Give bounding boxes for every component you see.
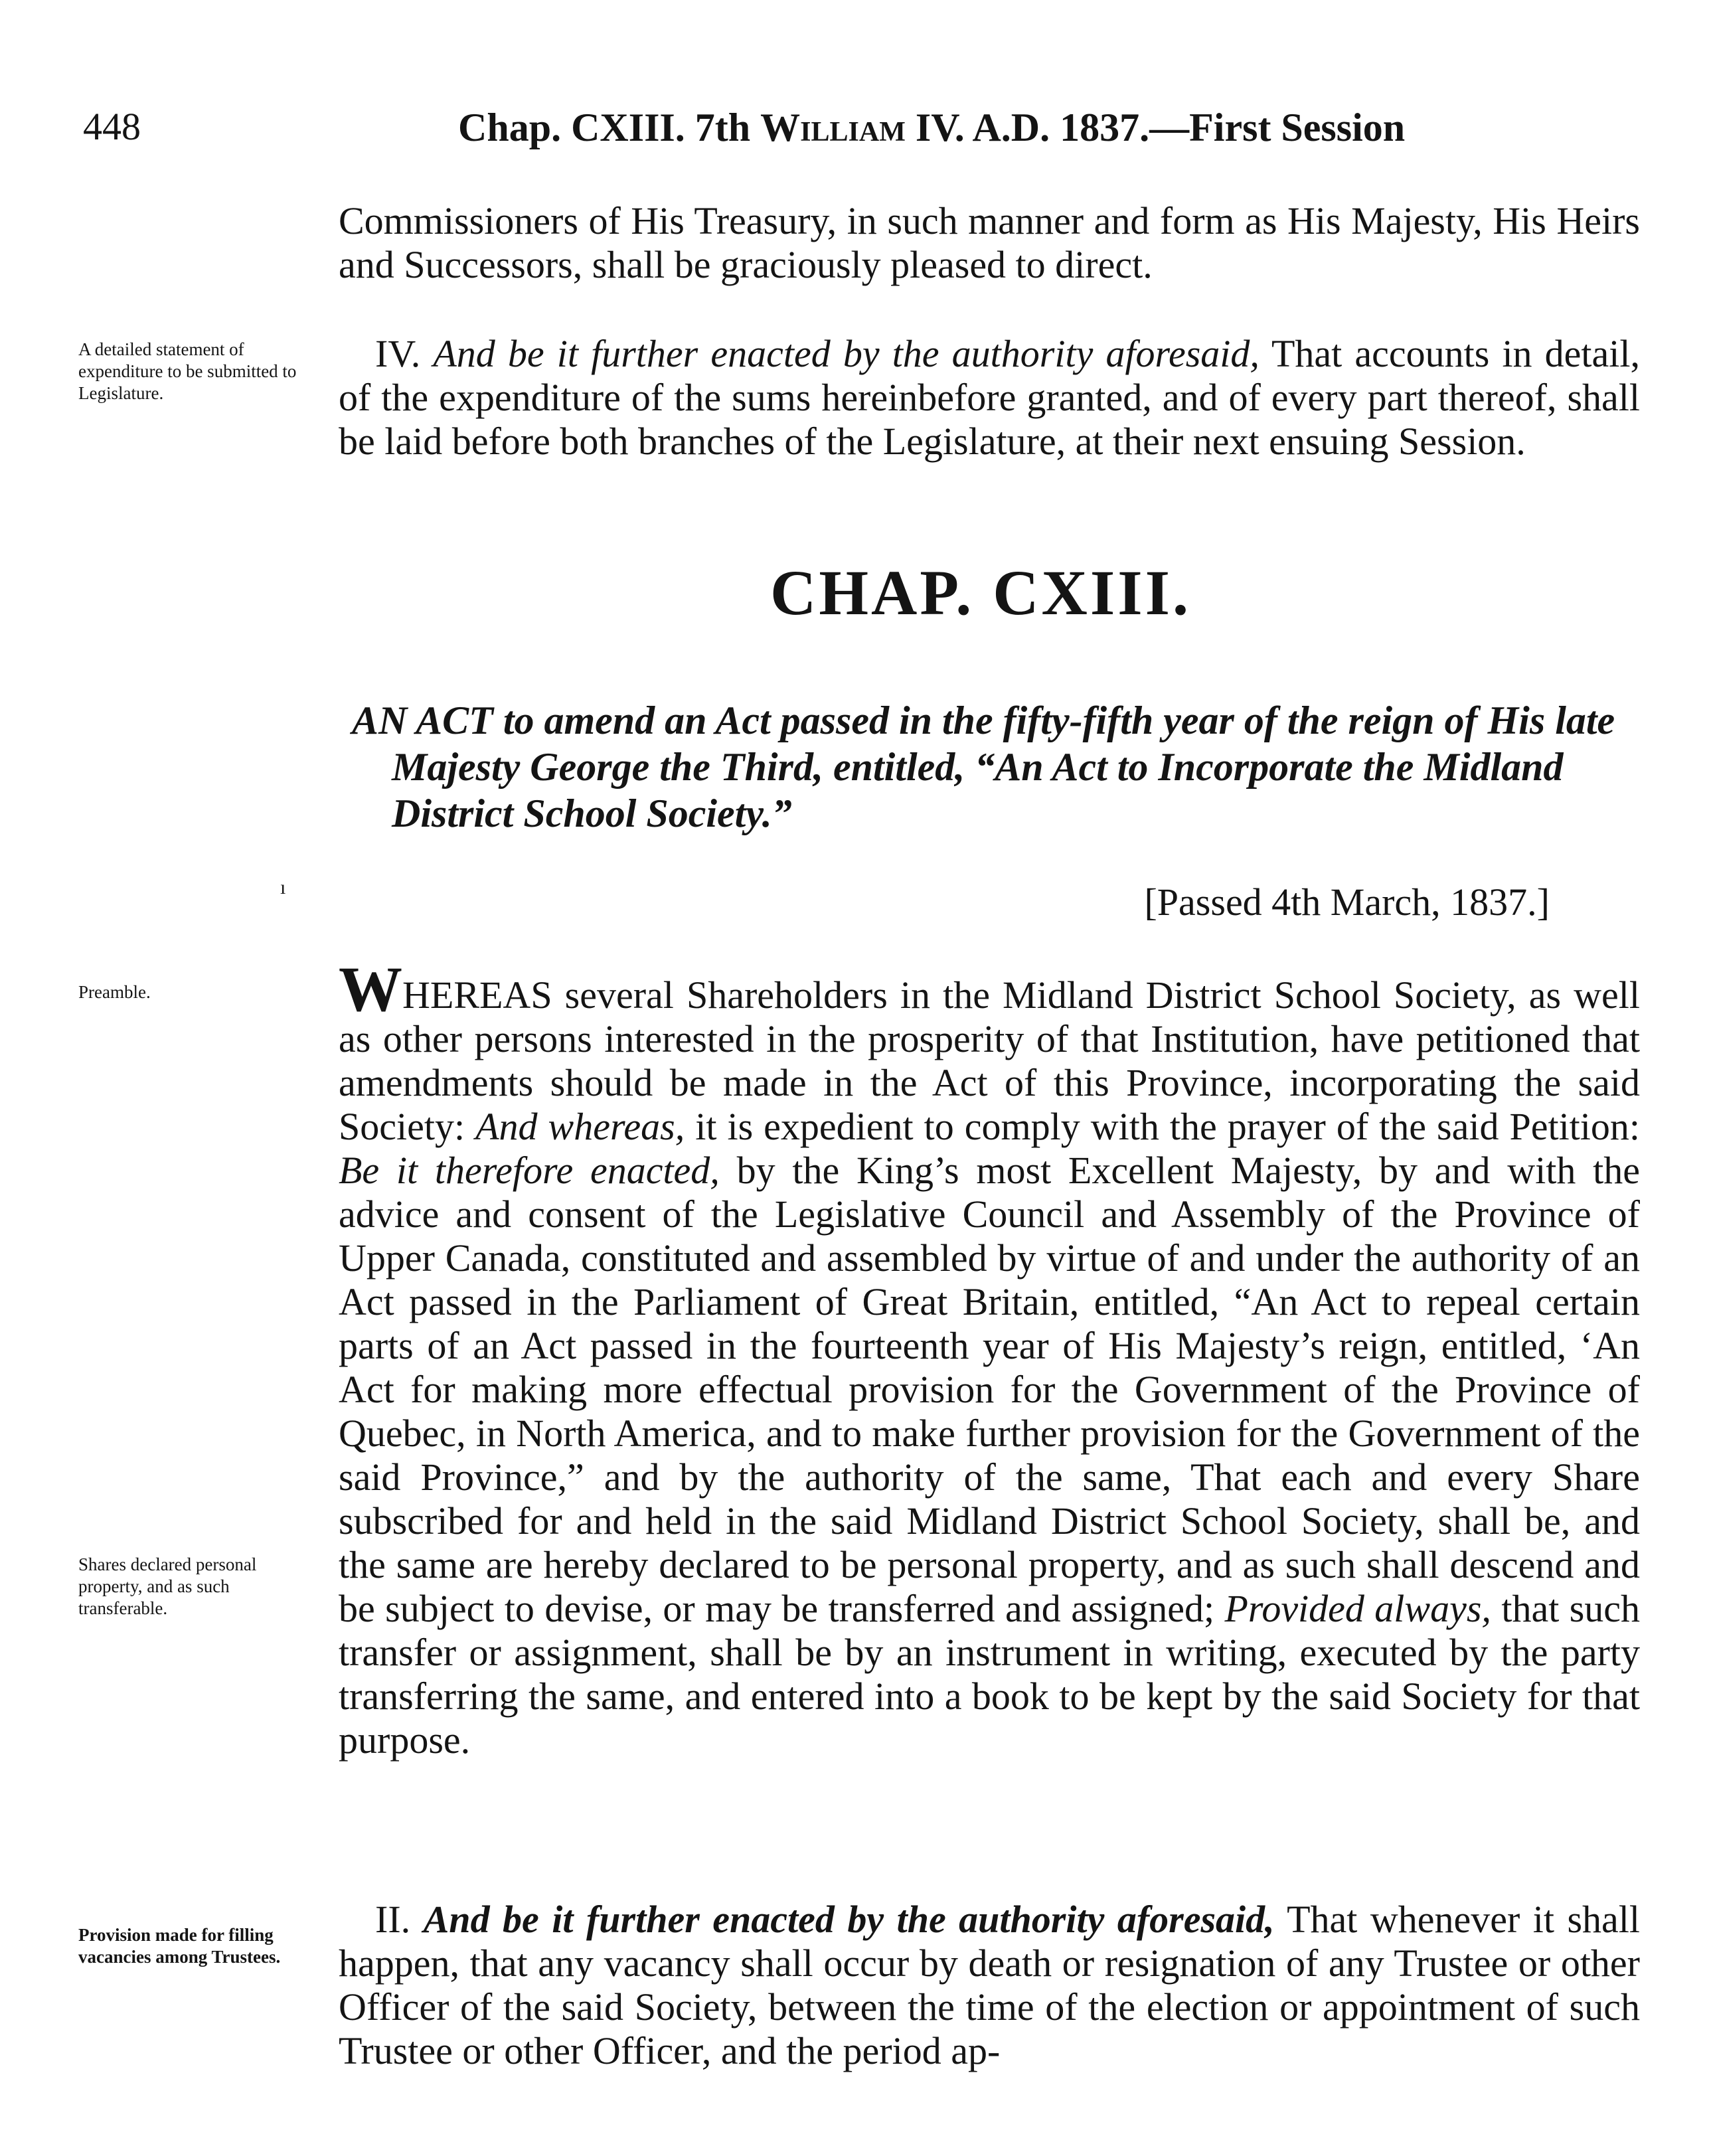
section-iv-enacting-clause: And be it further enacted by the authority aforesaid, bbox=[433, 332, 1260, 375]
section-ii-enacting-clause: And be it further enacted by the authority aforesaid, bbox=[423, 1898, 1275, 1941]
act-title-rest: to amend an Act passed in the fifty-fifth year of the reign of His late Majesty George the Third, entitled, “An Act to Incorporate the Midland District School Society.” bbox=[392, 699, 1615, 835]
section-iv-text: That accounts in detail, of the expenditure of the sums hereinbefore granted, and of every part thereof, shall be laid before both branches of the Legislature, at their next ensuing Session. bbox=[339, 332, 1641, 463]
page-number: 448 bbox=[83, 105, 141, 148]
passed-date: [Passed 4th March, 1837.] bbox=[1144, 880, 1550, 924]
preamble-text-2: it is expedient to comply with the prayer of the said Petition: bbox=[695, 1105, 1641, 1148]
act-title bbox=[352, 697, 1640, 837]
running-head-pre: Chap. CXIII. 7th bbox=[458, 106, 761, 149]
preamble-italic-1: And whereas, bbox=[475, 1105, 685, 1148]
running-head-post: IV. A.D. 1837.—First Session bbox=[905, 106, 1406, 149]
section-ii bbox=[339, 1898, 1640, 2073]
margin-note-expenditure: A detailed statement of expenditure to be submitted to Legislature. bbox=[78, 339, 297, 403]
section-ii-number: II. bbox=[375, 1898, 411, 1941]
drop-capital: W bbox=[339, 954, 402, 1025]
margin-note-preamble: Preamble. bbox=[78, 982, 151, 1002]
preamble-text-3: by the King’s most Excellent Majesty, by and with the advice and consent of the Legislative Council and Assembly of the Province of Upper Canada, constituted and assembled by virtue of and under the authority of an Act passed in the Parliament of Great Britain, entitled, “An Act to repeal certain parts of an Act passed in the fourteenth year of His Majesty’s reign, entitled, ‘An Act for making more effectual provision for the Government of the Province of Quebec, in North America, and to make further provision for the Government of the said Province,” and by the authority of the same, That each and every Share subscribed for and held in the said Midland District School Society, shall be, and the same are hereby declared to be personal property, and as such shall descend and be subject to devise, or may be transferred and assigned; bbox=[339, 1149, 1641, 1630]
section-iv bbox=[339, 332, 1640, 463]
section-continuation bbox=[339, 199, 1640, 287]
preamble-text-4: that such transfer or assignment, shall be by an instrument in writing, executed by the party transferring the same, and entered into a book to be kept by the said Society for that purpose. bbox=[339, 1587, 1641, 1762]
stray-mark: ı bbox=[280, 876, 286, 898]
margin-note-shares: Shares declared personal property, and as such transferable. bbox=[78, 1554, 257, 1618]
running-head-king: William bbox=[760, 106, 906, 149]
margin-note-vacancies: Provision made for filling vacancies among Trustees. bbox=[78, 1925, 281, 1967]
preamble-text-1: several Shareholders in the Midland District School Society, as well as other persons interested in the prosperity of that Institution, have petitioned that amendments should be made in the Act of this Province, incorporating the said Society: bbox=[339, 973, 1640, 1148]
preamble-body bbox=[339, 954, 1641, 1762]
section-ii-text: That whenever it shall happen, that any vacancy shall occur by death or resignation of any Trustee or other Officer of the said Society, between the time of the election or appointment of such Trustee or other Officer, and the period ap- bbox=[339, 1898, 1641, 2072]
preamble-lead-word: HEREAS bbox=[402, 973, 552, 1017]
preamble-italic-3: Provided always, bbox=[1224, 1587, 1491, 1630]
running-head bbox=[458, 108, 1405, 147]
chapter-heading: CHAP. CXIII. bbox=[770, 557, 1191, 628]
section-iv-number: IV. bbox=[375, 332, 421, 375]
preamble-italic-2: Be it therefore enacted, bbox=[339, 1149, 720, 1192]
act-title-lead: AN ACT bbox=[352, 699, 493, 742]
continuation-text: Commissioners of His Treasury, in such manner and form as His Majesty, His Heirs and Successors, shall be graciously pleased to direct. bbox=[339, 199, 1640, 286]
